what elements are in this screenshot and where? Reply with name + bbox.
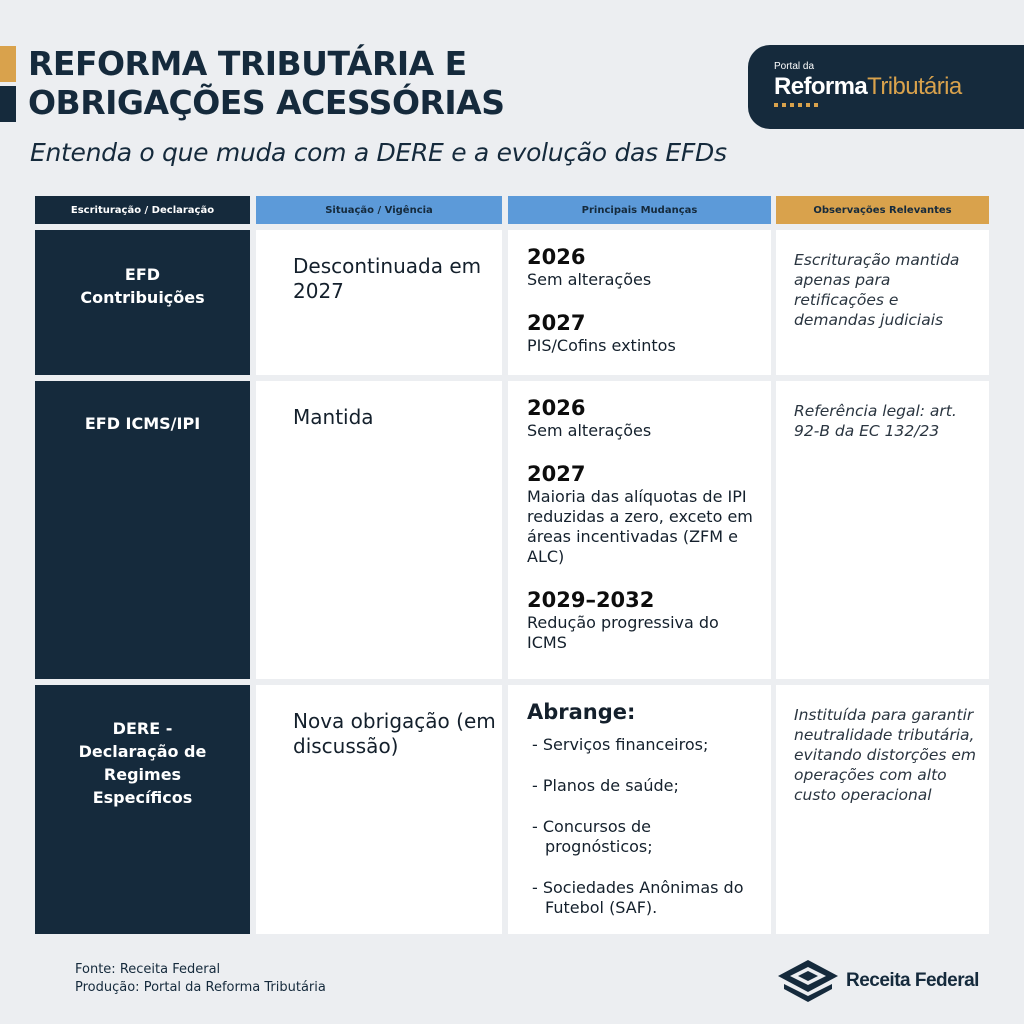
change-text: PIS/Cofins extintos (527, 336, 676, 355)
change-text: Sem alterações (527, 270, 652, 289)
cell-situacao-efd-icms-ipi: Mantida (256, 381, 502, 679)
page-subtitle: Entenda o que muda com a DERE e a evolução das EFDs (30, 138, 727, 167)
list-item: - Concursos de prognósticos; (532, 817, 653, 856)
list-item: - Serviços financeiros; (532, 735, 709, 754)
column-header-observacoes: Observações Relevantes (776, 196, 989, 224)
change-year: 2026 (527, 396, 586, 420)
change-year: 2027 (527, 311, 586, 335)
change-item (527, 310, 763, 356)
receita-federal-logo-text: Receita Federal (846, 970, 979, 991)
portal-logo-wordmark (774, 72, 1024, 101)
footer-credits (75, 961, 326, 997)
change-text: Sem alterações (527, 421, 652, 440)
receita-federal-emblem-icon (776, 958, 840, 1004)
cell-observacoes-efd-contribuicoes: Escrituração mantida apenas para retificações e demandas judiciais (776, 230, 989, 375)
cell-mudancas-efd-contribuicoes (508, 230, 771, 375)
row-label-efd-contribuicoes (35, 230, 250, 375)
change-item (527, 395, 763, 441)
row-label-text: EFD ICMS/IPI (84, 414, 201, 433)
portal-reforma-logo (748, 45, 1024, 129)
accent-bar-navy (0, 86, 16, 122)
portal-logo-dots (774, 103, 1024, 107)
portal-logo-small-text: Portal da (774, 61, 815, 72)
list-item: - Planos de saúde; (532, 776, 679, 795)
change-year: 2027 (527, 462, 586, 486)
cell-situacao-efd-contribuicoes: Descontinuada em 2027 (256, 230, 502, 375)
title-accent-bars (0, 46, 16, 126)
receita-federal-logo (776, 958, 979, 1004)
column-header-mudancas: Principais Mudanças (508, 196, 771, 224)
change-text: Maioria das alíquotas de IPI reduzidas a zero, exceto em áreas incentivadas (ZFM e ALC) (527, 487, 753, 566)
change-item (527, 461, 763, 567)
cell-observacoes-dere: Instituída para garantir neutralidade tributária, evitando distorções em operações com alto custo operacional (776, 685, 989, 934)
title-line-2: OBRIGAÇÕES ACESSÓRIAS (28, 83, 505, 122)
list-item: - Sociedades Anônimas do Futebol (SAF). (532, 878, 744, 917)
portal-logo-word2: Tributária (867, 73, 962, 100)
cell-mudancas-dere (508, 685, 771, 934)
accent-bar-gold (0, 46, 16, 82)
row-label-dere (35, 685, 250, 934)
row-label-text: EFD Contribuições (80, 265, 205, 307)
page-title (28, 44, 505, 122)
footer-fonte: Fonte: Receita Federal (75, 962, 221, 977)
change-year: 2026 (527, 245, 586, 269)
change-item (527, 244, 763, 290)
change-text: Redução progressiva do ICMS (527, 613, 719, 652)
change-year: 2029–2032 (527, 588, 655, 612)
portal-logo-word1: Reforma (774, 73, 868, 100)
change-item (527, 587, 763, 653)
row-label-text: DERE - Declaração de Regimes Específicos (78, 719, 207, 807)
column-header-escrituracao: Escrituração / Declaração (35, 196, 250, 224)
title-line-1: REFORMA TRIBUTÁRIA E (28, 44, 467, 83)
column-header-situacao: Situação / Vigência (256, 196, 502, 224)
cell-mudancas-efd-icms-ipi (508, 381, 771, 679)
row-label-efd-icms-ipi (35, 381, 250, 679)
abrange-title: Abrange: (527, 700, 636, 724)
cell-situacao-dere: Nova obrigação (em discussão) (256, 685, 502, 934)
footer-producao: Produção: Portal da Reforma Tributária (75, 980, 326, 995)
cell-observacoes-efd-icms-ipi: Referência legal: art. 92-B da EC 132/23 (776, 381, 989, 679)
